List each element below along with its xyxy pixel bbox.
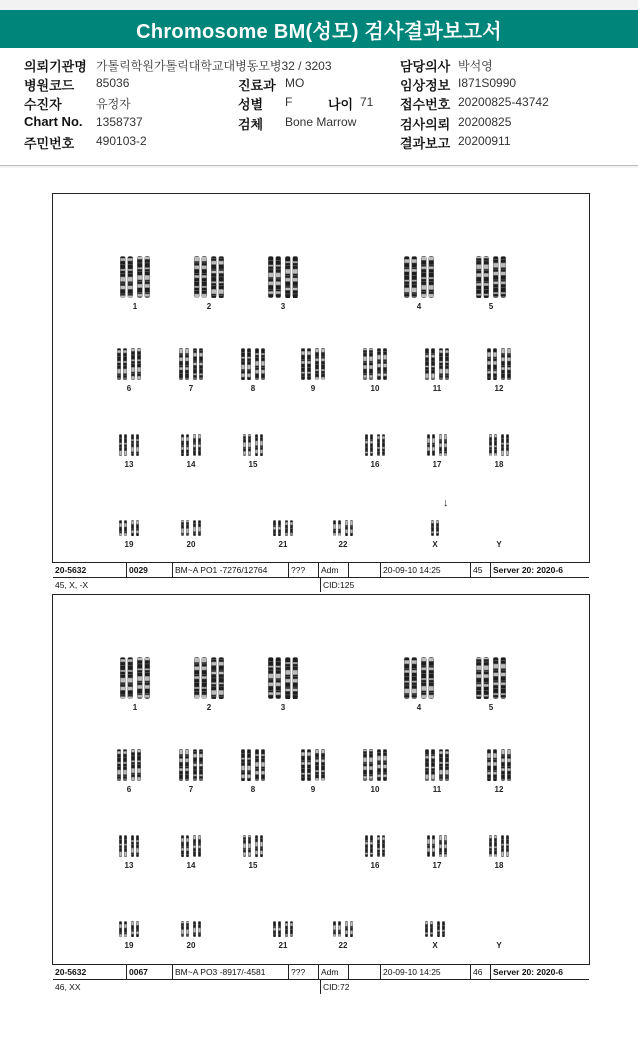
datetime-field: 20-09-10 14:25 bbox=[381, 563, 471, 577]
chromosome-17 bbox=[427, 434, 447, 456]
cid-field: CID:125 bbox=[323, 580, 355, 590]
count-field: 45 bbox=[471, 563, 491, 577]
chromosome-18 bbox=[489, 835, 509, 857]
patient-value: 유정자 bbox=[96, 97, 131, 111]
specimen-value: Bone Marrow bbox=[285, 115, 357, 129]
chromosome-3 bbox=[268, 256, 298, 298]
chromosome-14 bbox=[181, 835, 201, 857]
chromosome-1 bbox=[120, 657, 150, 699]
chromosome-2 bbox=[194, 256, 224, 298]
slide-info: BM~A PO3 -8917/-4581 bbox=[173, 965, 289, 979]
chromosome-label-17: 17 bbox=[432, 861, 442, 870]
chromosome-11 bbox=[425, 749, 449, 781]
case-id: 20-5632 bbox=[53, 563, 127, 577]
chromosome-label-21: 21 bbox=[278, 941, 288, 950]
chromosome-X bbox=[425, 921, 445, 937]
chromosome-label-11: 11 bbox=[432, 785, 442, 794]
chromosome-label-18: 18 bbox=[494, 460, 504, 469]
karyogram-panel-2 bbox=[52, 594, 590, 992]
chromosome-10 bbox=[363, 348, 387, 380]
chromosome-7 bbox=[179, 749, 203, 781]
chromosome-label-4: 4 bbox=[416, 302, 422, 311]
chromosome-label-12: 12 bbox=[494, 785, 504, 794]
chromosome-12 bbox=[487, 749, 511, 781]
request-date-label: 검사의뢰 bbox=[400, 117, 451, 132]
chromosome-label-16: 16 bbox=[370, 861, 380, 870]
chromosome-label-Y: Y bbox=[496, 941, 502, 950]
age-value: 71 bbox=[360, 95, 374, 109]
chromosome-label-Y: Y bbox=[496, 540, 502, 549]
chromosome-19 bbox=[119, 921, 139, 937]
chromosome-20 bbox=[181, 520, 201, 536]
chromosome-label-7: 7 bbox=[188, 785, 194, 794]
abnormality-arrow-icon: ↓ bbox=[443, 497, 449, 509]
chromosome-label-5: 5 bbox=[488, 302, 494, 311]
chromosome-8 bbox=[241, 348, 265, 380]
chromosome-label-18: 18 bbox=[494, 861, 504, 870]
panel-1-info-row bbox=[53, 562, 589, 577]
cid-field: CID:72 bbox=[323, 982, 350, 992]
sex-label: 성별 bbox=[238, 97, 264, 112]
requester-label: 의뢰기관명 bbox=[24, 59, 87, 74]
chromosome-6 bbox=[117, 749, 141, 781]
chromosome-label-13: 13 bbox=[124, 861, 134, 870]
chromosome-label-3: 3 bbox=[280, 302, 286, 311]
chromosome-label-6: 6 bbox=[126, 785, 132, 794]
chromosome-14 bbox=[181, 434, 201, 456]
chromosome-21 bbox=[273, 921, 293, 937]
blank-field bbox=[349, 563, 381, 577]
chromosome-label-22: 22 bbox=[338, 540, 348, 549]
chromosome-6 bbox=[117, 348, 141, 380]
chromosome-label-12: 12 bbox=[494, 384, 504, 393]
chromosome-15 bbox=[243, 434, 263, 456]
chromosome-label-19: 19 bbox=[124, 540, 134, 549]
chromosome-label-14: 14 bbox=[186, 460, 196, 469]
cell-no: 0067 bbox=[127, 965, 173, 979]
chromosome-label-1: 1 bbox=[132, 302, 138, 311]
chromosome-15 bbox=[243, 835, 263, 857]
chromosome-18 bbox=[489, 434, 509, 456]
chromosome-label-9: 9 bbox=[310, 384, 316, 393]
chromosome-13 bbox=[119, 434, 139, 456]
panel-2-result-row bbox=[53, 979, 589, 994]
chromosome-label-8: 8 bbox=[250, 384, 256, 393]
chromosome-12 bbox=[487, 348, 511, 380]
clinical-info-label: 임상정보 bbox=[400, 78, 451, 93]
chromosome-X bbox=[431, 520, 439, 536]
chromosome-5 bbox=[476, 256, 506, 298]
datetime-field: 20-09-10 14:25 bbox=[381, 965, 471, 979]
chromosome-label-8: 8 bbox=[250, 785, 256, 794]
chromosome-16 bbox=[365, 835, 385, 857]
chromosome-7 bbox=[179, 348, 203, 380]
report-title: Chromosome BM(성모) 검사결과보고서 bbox=[0, 10, 638, 48]
chromosome-label-X: X bbox=[432, 941, 438, 950]
chart-no-label: Chart No. bbox=[24, 114, 83, 129]
chromosome-label-5: 5 bbox=[488, 703, 494, 712]
chromosome-label-3: 3 bbox=[280, 703, 286, 712]
karyogram-panel-1 bbox=[52, 193, 590, 590]
blank-field bbox=[349, 965, 381, 979]
server-field: Server 20: 2020-6 bbox=[493, 967, 563, 977]
requester-value: 가톨릭학원가톨릭대학교대병동모병32 / 3203 bbox=[96, 59, 332, 73]
chromosome-22 bbox=[333, 520, 353, 536]
chromosome-label-9: 9 bbox=[310, 785, 316, 794]
chromosome-label-17: 17 bbox=[432, 460, 442, 469]
receipt-no-value: 20200825-43742 bbox=[458, 95, 549, 109]
resident-no-value: 490103-2 bbox=[96, 134, 147, 148]
chromosome-label-6: 6 bbox=[126, 384, 132, 393]
chromosome-label-1: 1 bbox=[132, 703, 138, 712]
age-label: 나이 bbox=[328, 97, 354, 112]
chromosome-11 bbox=[425, 348, 449, 380]
chromosome-13 bbox=[119, 835, 139, 857]
chromosome-label-13: 13 bbox=[124, 460, 134, 469]
server-field: Server 20: 2020-6 bbox=[493, 565, 563, 575]
user-field: Adm bbox=[319, 965, 349, 979]
chromosome-9 bbox=[301, 348, 325, 380]
receipt-no-label: 접수번호 bbox=[400, 97, 451, 112]
chromosome-label-10: 10 bbox=[370, 384, 380, 393]
doctor-label: 담당의사 bbox=[400, 59, 451, 74]
chromosome-label-15: 15 bbox=[248, 861, 258, 870]
user-field: Adm bbox=[319, 563, 349, 577]
report-page bbox=[0, 168, 638, 1040]
chromosome-20 bbox=[181, 921, 201, 937]
chromosome-1 bbox=[120, 256, 150, 298]
chromosome-label-19: 19 bbox=[124, 941, 134, 950]
hospital-code-label: 병원코드 bbox=[24, 78, 75, 93]
panel-2-info-row bbox=[53, 964, 589, 979]
report-date-value: 20200911 bbox=[458, 134, 511, 148]
resident-no-label: 주민번호 bbox=[24, 136, 75, 151]
unknown-field: ??? bbox=[289, 965, 319, 979]
specimen-label: 검체 bbox=[238, 117, 264, 132]
slide-info: BM~A PO1 -7276/12764 bbox=[173, 563, 289, 577]
report-date-label: 결과보고 bbox=[400, 136, 451, 151]
department-value: MO bbox=[285, 76, 305, 90]
chromosome-5 bbox=[476, 657, 506, 699]
chromosome-label-2: 2 bbox=[206, 302, 212, 311]
chromosome-label-14: 14 bbox=[186, 861, 196, 870]
chromosome-label-22: 22 bbox=[338, 941, 348, 950]
chromosome-label-15: 15 bbox=[248, 460, 258, 469]
chromosome-label-X: X bbox=[432, 540, 438, 549]
count-field: 46 bbox=[471, 965, 491, 979]
doctor-value: 박석영 bbox=[458, 59, 493, 73]
chromosome-label-20: 20 bbox=[186, 540, 196, 549]
request-date-value: 20200825 bbox=[458, 115, 512, 129]
patient-info bbox=[0, 48, 638, 166]
karyotype-result: 45, X, -X bbox=[53, 578, 321, 592]
chromosome-22 bbox=[333, 921, 353, 937]
chromosome-label-2: 2 bbox=[206, 703, 212, 712]
chromosome-label-11: 11 bbox=[432, 384, 442, 393]
clinical-info-value: I871S0990 bbox=[458, 76, 517, 90]
chromosome-4 bbox=[404, 256, 434, 298]
department-label: 진료과 bbox=[238, 78, 276, 93]
chromosome-label-20: 20 bbox=[186, 941, 196, 950]
chromosome-label-10: 10 bbox=[370, 785, 380, 794]
chromosome-label-7: 7 bbox=[188, 384, 194, 393]
sex-value: F bbox=[285, 95, 293, 109]
chromosome-9 bbox=[301, 749, 325, 781]
chromosome-8 bbox=[241, 749, 265, 781]
chromosome-2 bbox=[194, 657, 224, 699]
chromosome-21 bbox=[273, 520, 293, 536]
patient-label: 수진자 bbox=[24, 97, 62, 112]
chromosome-label-21: 21 bbox=[278, 540, 288, 549]
chromosome-17 bbox=[427, 835, 447, 857]
cell-no: 0029 bbox=[127, 563, 173, 577]
karyotype-result: 46, XX bbox=[53, 980, 321, 994]
hospital-code-value: 85036 bbox=[96, 76, 130, 90]
unknown-field: ??? bbox=[289, 563, 319, 577]
chromosome-16 bbox=[365, 434, 385, 456]
chromosome-3 bbox=[268, 657, 298, 699]
case-id: 20-5632 bbox=[53, 965, 127, 979]
panel-1-result-row bbox=[53, 577, 589, 592]
chromosome-10 bbox=[363, 749, 387, 781]
chromosome-19 bbox=[119, 520, 139, 536]
chart-no-value: 1358737 bbox=[96, 115, 143, 129]
chromosome-label-16: 16 bbox=[370, 460, 380, 469]
chromosome-4 bbox=[404, 657, 434, 699]
chromosome-label-4: 4 bbox=[416, 703, 422, 712]
